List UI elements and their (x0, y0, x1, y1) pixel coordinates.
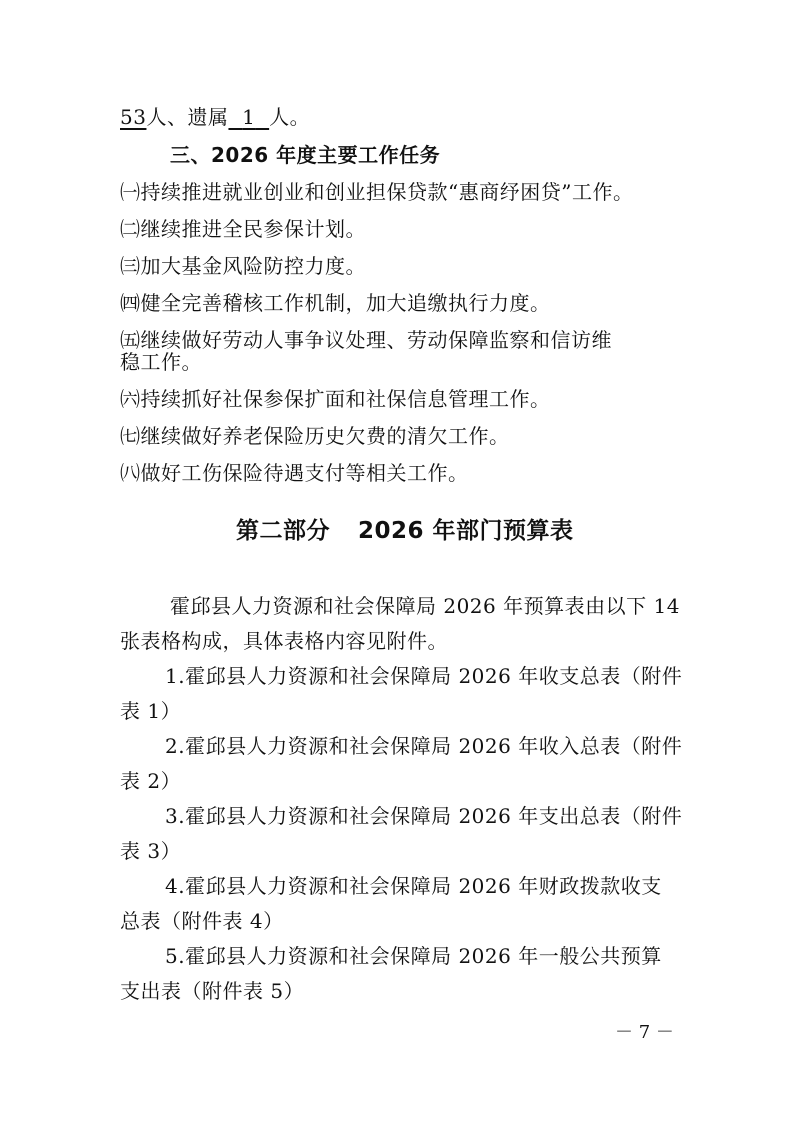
intro-paragraph-continued: 张表格构成，具体表格内容见附件。 (120, 629, 448, 653)
task-6: ㈥持续抓好社保参保扩面和社保信息管理工作。 (120, 387, 551, 411)
part-two-label: 第二部分 (236, 518, 330, 544)
page-number: － 7 － (615, 1022, 674, 1043)
task-7: ㈦继续做好养老保险历史欠费的清欠工作。 (120, 424, 510, 448)
task-8: ㈧做好工伤保险待遇支付等相关工作。 (120, 461, 469, 485)
list-item-4-continued: 总表（附件表 4） (120, 909, 284, 933)
list-item-1: 1.霍邱县人力资源和社会保障局 2026 年收支总表（附件 (165, 664, 683, 688)
task-1: ㈠持续推进就业创业和创业担保贷款“惠商纾困贷”工作。 (120, 180, 634, 204)
task-4: ㈣健全完善稽核工作机制，加大追缴执行力度。 (120, 291, 551, 315)
list-item-3: 3.霍邱县人力资源和社会保障局 2026 年支出总表（附件 (165, 804, 683, 828)
task-5-continued: 稳工作。 (120, 350, 202, 374)
intro-paragraph: 霍邱县人力资源和社会保障局 2026 年预算表由以下 14 (170, 594, 680, 618)
part-two-title (236, 517, 793, 545)
list-item-1-continued: 表 1） (120, 699, 182, 723)
text-line-retirees (120, 103, 793, 131)
list-item-2: 2.霍邱县人力资源和社会保障局 2026 年收入总表（附件 (165, 734, 683, 758)
list-item-5-continued: 支出表（附件表 5） (120, 979, 305, 1003)
list-item-3-continued: 表 3） (120, 839, 182, 863)
count-1: 1 (242, 105, 256, 129)
list-item-2-continued: 表 2） (120, 769, 182, 793)
task-5: ㈤继续做好劳动人事争议处理、劳动保障监察和信访维 (120, 328, 612, 352)
list-item-5: 5.霍邱县人力资源和社会保障局 2026 年一般公共预算 (165, 944, 662, 968)
text-person: 人。 (269, 105, 311, 129)
task-2: ㈡继续推进全民参保计划。 (120, 217, 366, 241)
list-item-4: 4.霍邱县人力资源和社会保障局 2026 年财政拨款收支 (165, 874, 662, 898)
text-survivors: 人、遗属 (146, 105, 229, 129)
task-3: ㈢加大基金风险防控力度。 (120, 254, 366, 278)
part-two-subject: 2026 年部门预算表 (358, 518, 574, 544)
section-heading-3: 三、2026 年度主要工作任务 (170, 143, 441, 167)
count-53: 53 (120, 105, 147, 129)
